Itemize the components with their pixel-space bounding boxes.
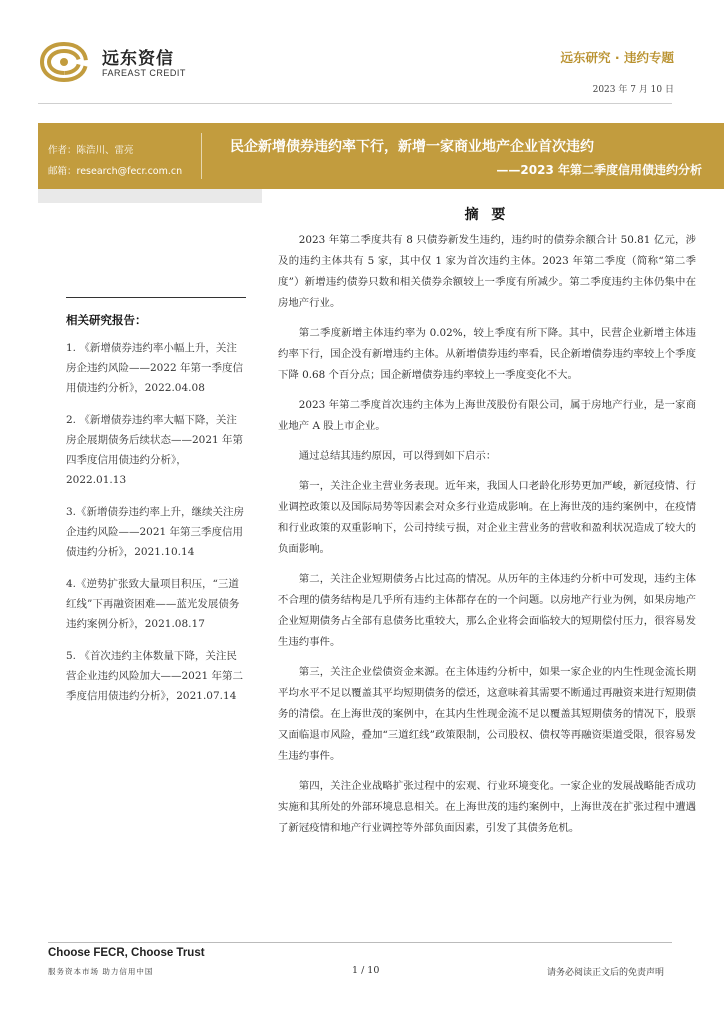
related-report-item[interactable]: 1. 《新增债券违约率小幅上升，关注房企违约风险——2022 年第一季度信用债违约分析》，2022.04.08: [66, 342, 244, 394]
abstract-paragraph: 2023 年第二季度共有 8 只债券新发生违约，违约时的债券余额合计 50.81 亿元，涉及的违约主体共有 5 家，其中仅 1 家为首次违约主体。2023 年第二季度（简称“第二季度”）新增违约债券只数和相关债券余额较上一季度有所减少。第二季度违约主体仍集中在房地产行业。: [278, 234, 696, 309]
related-reports-list: [66, 338, 246, 706]
abstract-paragraph: 2023 年第二季度首次违约主体为上海世茂股份有限公司，属于房地产行业，是一家商业地产 A 股上市企业。: [278, 399, 696, 432]
abstract-section: [278, 204, 696, 848]
abstract-paragraph: 第三，关注企业偿债资金来源。在主体违约分析中，如果一家企业的内生性现金流长期平均水平不足以覆盖其平均短期债务的偿还，这意味着其需要不断通过再融资来进行短期债务的清偿。在上海世茂的案例中，在其内生性现金流不足以覆盖其短期债务的情况下，股票又面临退市风险，叠加“三道红线”政策限制，公司股权、债权等再融资渠道受限，很容易发生违约事件。: [278, 666, 696, 762]
abstract-paragraph: 通过总结其违约原因，可以得到如下启示：: [298, 450, 497, 462]
author-line: 作者：陈浩川、雷亮: [48, 145, 134, 156]
header-divider: [38, 103, 672, 104]
page-number: 1 / 10: [352, 965, 380, 976]
abstract-paragraph: 第二，关注企业短期债务占比过高的情况。从历年的主体违约分析中可发现，违约主体不合理的债务结构是几乎所有违约主体都存在的一个问题。以房地产行业为例，如果房地产企业短期债务占全部有息债务比重较大，那么企业将会面临较大的短期偿付压力，很容易发生违约事件。: [278, 573, 696, 648]
abstract-title: 摘 要: [464, 207, 510, 223]
banner-divider: [201, 133, 202, 179]
report-series: 远东研究 · 违约专题: [560, 50, 674, 65]
fareast-logo-icon: [38, 40, 90, 84]
related-report-item[interactable]: 3.《新增债券违约率上升，继续关注房企违约风险——2021 年第三季度信用债违约分析》，2021.10.14: [66, 506, 245, 558]
footer-slogan: Choose FECR, Choose Trust: [48, 947, 205, 959]
footer-tagline: 服务资本市场 助力信用中国: [48, 967, 154, 976]
abstract-paragraph: 第一，关注企业主营业务表现。近年来，我国人口老龄化形势更加严峻，新冠疫情、行业调控政策以及国际局势等因素会对众多行业造成影响。在上海世茂的违约案例中，在疫情和行业政策的双重影响下，公司持续亏损，对企业主营业务的营收和盈利状况造成了较大的负面影响。: [278, 480, 696, 555]
related-report-item[interactable]: 2. 《新增债券违约率大幅下降，关注房企展期债务后续状态——2021 年第四季度信用债违约分析》，2022.01.13: [66, 414, 244, 486]
sidebar-band: [38, 189, 262, 203]
report-subtitle: ——2023 年第二季度信用债违约分析: [496, 163, 702, 177]
title-banner: [38, 123, 724, 189]
logo-english-name: FAREAST CREDIT: [102, 68, 186, 78]
email-line: 邮箱：research@fecr.com.cn: [48, 166, 183, 177]
report-title: 民企新增债券违约率下行，新增一家商业地产企业首次违约: [230, 139, 594, 155]
related-report-item[interactable]: 4.《逆势扩张致大量项目积压，“三道红线”下再融资困难——蓝光发展债务违约案例分析》，2021.08.17: [66, 578, 240, 630]
disclaimer-note: 请务必阅读正文后的免责声明: [546, 968, 664, 978]
company-logo: [38, 40, 238, 84]
report-date: 2023 年 7 月 10 日: [592, 85, 674, 95]
sidebar-rule: [66, 297, 246, 298]
logo-chinese-name: 远东资信: [102, 49, 174, 69]
related-reports: [66, 297, 246, 718]
related-report-item[interactable]: 5. 《首次违约主体数量下降，关注民营企业违约风险加大——2021 年第二季度信用债违约分析》，2021.07.14: [66, 650, 244, 702]
related-reports-heading: 相关研究报告：: [66, 313, 147, 327]
abstract-paragraph: 第二季度新增主体违约率为 0.02%，较上季度有所下降。其中，民营企业新增主体违约率下行，国企没有新增违约主体。从新增债券违约率看，民企新增债券违约率较上个季度下降 0.68 个百分点；国企新增债券违约率较上一季度变化不大。: [278, 327, 696, 381]
abstract-paragraph: 第四，关注企业战略扩张过程中的宏观、行业环境变化。一家企业的发展战略能否成功实施和其所处的外部环境息息相关。在上海世茂的违约案例中，上海世茂在扩张过程中遭遇了新冠疫情和地产行业调控等外部负面因素，引发了其债务危机。: [278, 780, 696, 834]
footer-divider: [48, 942, 672, 943]
